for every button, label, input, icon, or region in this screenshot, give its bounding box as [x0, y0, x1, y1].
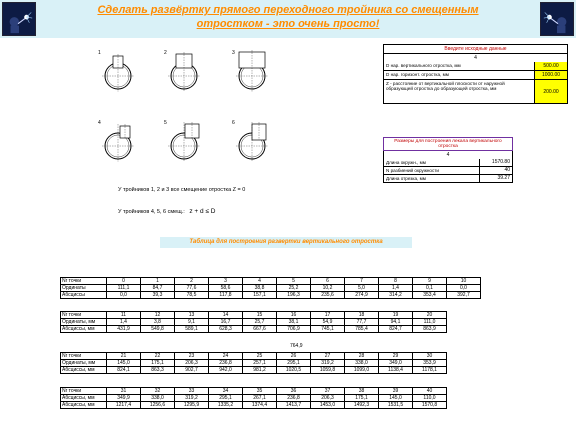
condition-1	[118, 187, 245, 193]
input-header: Введите исходные данные	[383, 44, 568, 54]
table-cell: 2	[175, 278, 209, 285]
input-number: 4	[383, 54, 568, 62]
table-cell: 145,0	[107, 360, 141, 367]
title-line-2: отростком - это очень просто!	[196, 18, 380, 30]
sizes-row-segment	[383, 175, 513, 183]
figure-number-2: 2	[164, 50, 167, 56]
table-cell: 338,0	[345, 360, 379, 367]
table-cell: 23	[175, 353, 209, 360]
table-cell: 3	[209, 278, 243, 285]
table-cell: 58,6	[209, 285, 243, 292]
table-row	[61, 388, 447, 395]
table-cell: 29	[379, 353, 413, 360]
table-cell: 13	[175, 312, 209, 319]
sizes-value-circumference: 1570.80	[491, 159, 510, 165]
input-d-horizontal[interactable]: 1000.00	[535, 71, 567, 79]
table-cell: 78,5	[175, 292, 209, 299]
table-row	[61, 278, 481, 285]
table-cell: 1099,0	[345, 367, 379, 374]
figure-number-1: 1	[98, 50, 101, 56]
table-cell: 235,6	[311, 292, 345, 299]
table-cell: 145,0	[379, 395, 413, 402]
table-cell: 349,9	[107, 395, 141, 402]
table-cell: 38,1	[277, 319, 311, 326]
tee-diagram-3	[230, 48, 286, 94]
sizes-label-segment: Длина отрезка, мм	[384, 175, 480, 182]
table-cell: 863,9	[413, 326, 447, 333]
table-row	[61, 326, 447, 333]
table-cell: 628,3	[209, 326, 243, 333]
table-cell: 25	[243, 353, 277, 360]
row-label: Абсциссы, мм	[61, 395, 107, 402]
row-label: Nr точки	[61, 312, 107, 319]
sizes-label-circumference: Длина окружн., мм	[384, 159, 480, 166]
table-cell: 16	[277, 312, 311, 319]
condition-2-text: У тройников 4, 5, 6 смещ.:	[118, 209, 185, 215]
table-cell: 77,6	[175, 285, 209, 292]
table-cell: 25,7	[243, 319, 277, 326]
table-cell: 319,2	[311, 360, 345, 367]
table-cell: 1492,3	[345, 402, 379, 409]
table-row	[61, 312, 447, 319]
table-cell: 0	[107, 278, 141, 285]
table-cell: 1335,2	[209, 402, 243, 409]
row-label: Nr точки	[61, 353, 107, 360]
table-cell: 1059,8	[311, 367, 345, 374]
table-cell: 33	[175, 388, 209, 395]
row-label: Ординаты, мм	[61, 319, 107, 326]
table-cell: 196,3	[277, 292, 311, 299]
table-cell: 15	[243, 312, 277, 319]
table-cell: 24	[209, 353, 243, 360]
table-cell: 824,7	[379, 326, 413, 333]
table-cell: 40	[413, 388, 447, 395]
table-cell: 1178,1	[413, 367, 447, 374]
table-cell: 30	[413, 353, 447, 360]
table-cell: 1413,7	[277, 402, 311, 409]
table-cell: 206,3	[175, 360, 209, 367]
title-banner	[0, 0, 576, 38]
table-cell: 20	[413, 312, 447, 319]
row-label: Абсциссы, мм	[61, 367, 107, 374]
table-cell: 902,7	[175, 367, 209, 374]
table-cell: 25,2	[277, 285, 311, 292]
table-row	[61, 353, 447, 360]
table-cell: 706,9	[277, 326, 311, 333]
table-cell: 39	[379, 388, 413, 395]
stray-value: 764,9	[290, 343, 303, 349]
coordinates-table-1	[60, 277, 481, 299]
table-cell: 94,1	[379, 319, 413, 326]
table-cell: 981,2	[243, 367, 277, 374]
table-cell: 392,7	[447, 292, 481, 299]
sizes-value-divisions: 40	[504, 167, 510, 173]
table-row	[61, 360, 447, 367]
table-cell: 353,9	[413, 360, 447, 367]
table-cell: 8	[379, 278, 413, 285]
table-cell: 4	[243, 278, 277, 285]
title-line-1: Сделать развёртку прямого переходного тройника со смещенным	[97, 4, 479, 16]
tee-diagrams	[90, 44, 290, 179]
input-d-vertical[interactable]: 500.00	[535, 62, 567, 70]
table-cell: 267,1	[243, 395, 277, 402]
table-cell: 11	[107, 312, 141, 319]
condition-2	[118, 208, 216, 215]
input-row-d-horizontal	[383, 71, 568, 80]
table-cell: 16,7	[209, 319, 243, 326]
table-cell: 3,8	[141, 319, 175, 326]
table-cell: 1453,0	[311, 402, 345, 409]
table-cell: 589,1	[175, 326, 209, 333]
page-title	[70, 3, 506, 31]
table-cell: 175,1	[141, 360, 175, 367]
table-row	[61, 402, 447, 409]
table-cell: 111,1	[107, 285, 141, 292]
table-cell: 157,1	[243, 292, 277, 299]
figure-number-3: 3	[232, 50, 235, 56]
table-cell: 9,1	[175, 319, 209, 326]
table-cell: 77,7	[345, 319, 379, 326]
sizes-value-segment: 39.27	[497, 175, 510, 181]
table-cell: 745,1	[311, 326, 345, 333]
table-row	[61, 395, 447, 402]
coordinates-table-3	[60, 352, 447, 374]
table-cell: 117,8	[209, 292, 243, 299]
tee-diagram-4	[96, 118, 152, 164]
row-label: Абсциссы, мм	[61, 326, 107, 333]
table-cell: 1256,6	[141, 402, 175, 409]
input-label-d-horizontal: D нар. горизонт. отростка, мм	[384, 71, 535, 79]
table-cell: 942,0	[209, 367, 243, 374]
coordinates-table-4	[60, 387, 447, 409]
table-cell: 38	[345, 388, 379, 395]
table-cell: 667,6	[243, 326, 277, 333]
table-row	[61, 367, 447, 374]
table-cell: 319,2	[175, 395, 209, 402]
table-cell: 349,0	[379, 360, 413, 367]
table-cell: 1020,5	[277, 367, 311, 374]
figure-number-5: 5	[164, 120, 167, 126]
table-cell: 1	[141, 278, 175, 285]
input-row-z-offset	[383, 80, 568, 104]
row-label: Ординаты	[61, 285, 107, 292]
input-z-offset[interactable]: 200.00	[535, 80, 567, 103]
figure-number-6: 6	[232, 120, 235, 126]
table-cell: 274,9	[345, 292, 379, 299]
table-row	[61, 285, 481, 292]
table-cell: 37	[311, 388, 345, 395]
table-cell: 10	[447, 278, 481, 285]
sizes-number: 4	[383, 151, 513, 159]
sizes-row-divisions	[383, 167, 513, 175]
table-cell: 824,1	[107, 367, 141, 374]
table-cell: 111,0	[413, 319, 447, 326]
table-cell: 338,0	[141, 395, 175, 402]
table-cell: 7	[345, 278, 379, 285]
table-cell: 22	[141, 353, 175, 360]
table-cell: 1570,8	[413, 402, 447, 409]
tee-diagram-6	[230, 118, 286, 164]
table-cell: 206,3	[311, 395, 345, 402]
sizes-panel	[383, 137, 513, 183]
table-cell: 5,0	[345, 285, 379, 292]
input-row-d-vertical	[383, 62, 568, 71]
table-cell: 6	[311, 278, 345, 285]
table-cell: 32	[141, 388, 175, 395]
table-cell: 28	[345, 353, 379, 360]
table-cell: 236,8	[277, 395, 311, 402]
table-cell: 27	[311, 353, 345, 360]
sizes-label-divisions: N разбиений окружности	[384, 167, 480, 174]
table-cell: 9	[413, 278, 447, 285]
table-cell: 785,4	[345, 326, 379, 333]
row-label: Ординаты, мм	[61, 360, 107, 367]
row-label: Абсциссы	[61, 292, 107, 299]
table-cell: 5	[277, 278, 311, 285]
table-cell: 18	[345, 312, 379, 319]
tee-diagram-5	[162, 118, 218, 164]
table-cell: 110,0	[413, 395, 447, 402]
condition-1-text: У тройников 1, 2 и 3 все смещение отростка Z = 0	[118, 187, 246, 193]
table-cell: 863,3	[141, 367, 175, 374]
table-cell: 19	[379, 312, 413, 319]
table-cell: 353,4	[413, 292, 447, 299]
table-cell: 17	[311, 312, 345, 319]
table-cell: 1217,4	[107, 402, 141, 409]
row-label: Nr точки	[61, 388, 107, 395]
table-cell: 1,4	[107, 319, 141, 326]
table-cell: 175,1	[345, 395, 379, 402]
sizes-header: Размеры для построения лекала вертикального отростка	[383, 137, 513, 151]
table-row	[61, 319, 447, 326]
table-cell: 1531,5	[379, 402, 413, 409]
table-cell: 549,8	[141, 326, 175, 333]
table-cell: 21	[107, 353, 141, 360]
row-label: Абсциссы, мм	[61, 402, 107, 409]
table-cell: 295,1	[209, 395, 243, 402]
table-cell: 10,2	[311, 285, 345, 292]
table-cell: 257,1	[243, 360, 277, 367]
condition-2-formula: z + d ≤ D	[189, 208, 216, 215]
table-cell: 314,2	[379, 292, 413, 299]
table-cell: 26	[277, 353, 311, 360]
row-label: Nr точки	[61, 278, 107, 285]
development-table-title: Таблица для построения развертки вертикального отростка	[160, 237, 412, 248]
table-cell: 295,1	[277, 360, 311, 367]
input-label-d-vertical: D нар. вертикального отростка, мм	[384, 62, 535, 70]
table-cell: 0,0	[447, 285, 481, 292]
table-cell: 35	[243, 388, 277, 395]
input-label-z-offset: Z - расстояние от вертикальной плоскости от наружной образующей отростка до образующей отростка, мм	[384, 80, 535, 103]
table-cell: 12	[141, 312, 175, 319]
sizes-row-circumference	[383, 159, 513, 167]
table-cell: 34	[209, 388, 243, 395]
table-cell: 38,8	[243, 285, 277, 292]
table-cell: 39,3	[141, 292, 175, 299]
table-cell: 54,9	[311, 319, 345, 326]
welder-image-right	[540, 2, 574, 36]
input-panel	[383, 44, 568, 104]
table-cell: 1295,9	[175, 402, 209, 409]
table-row	[61, 292, 481, 299]
table-cell: 1138,4	[379, 367, 413, 374]
table-cell: 1374,4	[243, 402, 277, 409]
table-cell: 84,7	[141, 285, 175, 292]
table-cell: 1,4	[379, 285, 413, 292]
tee-diagram-2	[162, 48, 218, 94]
table-cell: 14	[209, 312, 243, 319]
coordinates-table-2	[60, 311, 447, 333]
table-cell: 236,8	[209, 360, 243, 367]
tee-diagram-1	[96, 48, 152, 94]
table-cell: 0,0	[107, 292, 141, 299]
table-cell: 0,1	[413, 285, 447, 292]
figure-number-4: 4	[98, 120, 101, 126]
welder-image-left	[2, 2, 36, 36]
table-cell: 36	[277, 388, 311, 395]
table-cell: 431,9	[107, 326, 141, 333]
table-cell: 31	[107, 388, 141, 395]
